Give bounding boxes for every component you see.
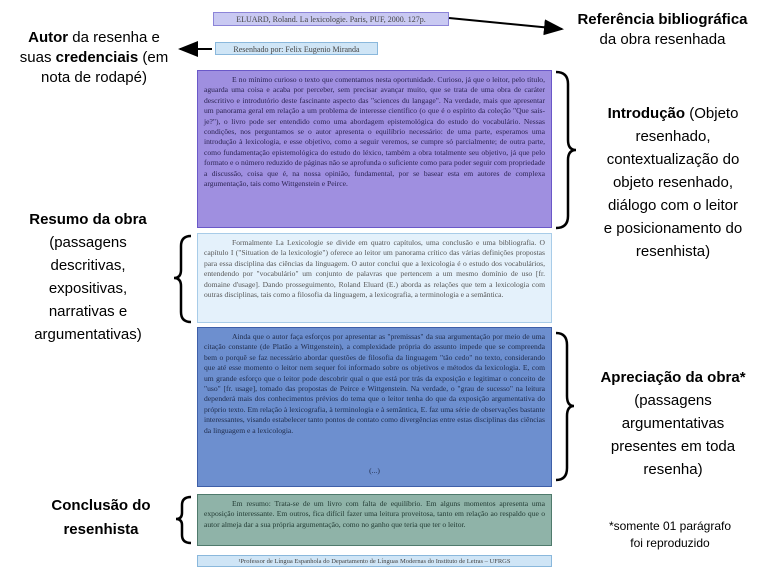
introduction-bracket	[556, 72, 576, 228]
conclusion-label-bold2: resenhista	[63, 521, 139, 538]
reference-arrow	[449, 18, 562, 29]
appreciation-label-line4: presentes em toda	[610, 438, 736, 455]
reference-label-bold: Referência bibliográfica	[577, 11, 748, 28]
summary-box: Formalmente La Lexicologie se divide em quatro capítulos, uma conclusão e uma bibliografia. O capítulo I ("Situation de la lexicologie") oferece ao leitor um panorama crítico das várias definições propostas para essa disciplina das ciências da linguagem. O autor conclui que a lexicologia é o estudo dos vocabulários, entendendo por "vocabulário" um conjunto de palavras que pertencem a um mesmo domínio de uso [fr. domaine d'usage]. Dando prosseguimento, Roland Eluard (E.) aborda as relações que tem a lexicologia com outras disciplinas, tais como a filosofia da linguagem, a lexicografia, a terminologia e a semântica.	[197, 233, 552, 323]
intro-label-line4: objeto resenhado,	[612, 174, 734, 191]
appreciation-label-line2: (passagens	[634, 392, 712, 409]
introduction-box: E no mínimo curioso o texto que comentamos nesta oportunidade. Curioso, já que o leitor, pelo título, aguarda uma coisa e acaba por perceber, sem precisar avançar muito, que se trata de uma obra de caráter descritivo e introdutório deste fascinante aspecto das "sciences du langage". Na verdade, mais que apresentar um panorama geral em relação a um problema de interesse científico (o que é o espírito da coleção "Que sais-je?"), o livro pode ser entendido como uma abordagem epistemológica do estudo do vocabulário. Nessas condições, nos perguntamos se o autor apresenta o equilíbrio necessário: de uma parte, esperamos uma introdução à lexicologia, e esse objetivo, como a seguir veremos, se cumpre só parcialmente; de outra parte, como fundamentação epistemológica do estudo do léxico, também a obra totalmente seu objetivo, já que pelo formato e o número reduzido de páginas não se aprofunda o suficiente como para poder seguir com propriedade a discussão, coisa que é, na nossa opinião, fundamental, por se basear esta em autores de complexa argumentação, tais como Wittgenstein e Peirce.	[197, 70, 552, 228]
appreciation-text: Ainda que o autor faça esforços por apresentar as "premissas" da sua argumentação por meio de uma citação constante (de Platão a Wittgenstein), a complexidade própria do assunto impede que se compreenda bem o porquê se faz necessário abordar questões de filosofia da linguagem "tão cedo" no texto, considerando que até esse momento o leitor nem sequer foi informado sobre os objetivos e métodos da lexicologia. E, com um grande esforço que o leitor pode descobrir qual o que está por trás da exposição e legitimar o conceito de "uso" [fr. usage], tomado das propostas de Peirce e Wittgenstein. Na verdade, o "grau de sucesso" na leitura dependerá mais dos conhecimentos prévios do tema que o leitor tenha do que da exposição argumentativa do próprio texto. Em relação à lexicografia, à terminologia e à semântica, E. faz uma série de observações bastante interessantes, visando estabelecer tanto pontos de contato como divergências entre estas disciplinas das ciências da linguagem e a lexicologia.	[204, 332, 545, 435]
appreciation-label-line5: resenha)	[643, 461, 703, 478]
author-label-pre2: suas	[19, 49, 56, 66]
summary-label-line2: (passagens	[49, 234, 127, 251]
intro-label-line3: contextualização do	[606, 151, 740, 168]
appreciation-bracket	[556, 333, 574, 480]
author-box: Resenhado por: Felix Eugenio Miranda	[215, 42, 378, 55]
summary-label-line4: expositivas,	[48, 280, 128, 297]
appreciation-label	[580, 366, 766, 481]
note-line1: *somente 01 parágrafo	[608, 519, 732, 533]
appreciation-label-bold: Apreciação da obra*	[600, 369, 746, 386]
reference-label-rest: da obra resenhada	[599, 31, 726, 48]
author-label-rest2: (em	[138, 49, 169, 66]
intro-label-line6: e posicionamento do	[603, 220, 743, 237]
footnote-box: ¹Professor de Língua Espanhola do Departamento de Línguas Modernas do Instituto de Letras – UFRGS	[197, 555, 552, 567]
conclusion-label-bold1: Conclusão do	[51, 497, 151, 514]
intro-label-line2: resenhado,	[635, 128, 711, 145]
reference-box: ELUARD, Roland. La lexicologie. Paris, PUF, 2000. 127p.	[213, 12, 449, 26]
author-label-rest1: da resenha e	[68, 29, 160, 46]
summary-label-bold: Resumo da obra	[29, 211, 147, 228]
appreciation-label-line3: argumentativas	[621, 415, 725, 432]
appreciation-ellipsis: (...)	[369, 466, 380, 475]
conclusion-bracket	[176, 497, 191, 543]
reference-label	[560, 10, 765, 50]
summary-bracket	[174, 236, 191, 322]
intro-label-line7: resenhista)	[635, 243, 711, 260]
author-label-line3: nota de rodapé)	[41, 69, 147, 86]
intro-label-line5: diálogo com o leitor	[607, 197, 739, 214]
summary-label-line3: descritivas,	[50, 257, 126, 274]
intro-label-bold: Introdução	[607, 105, 686, 122]
author-label	[5, 28, 183, 88]
conclusion-label	[28, 494, 174, 542]
summary-label-line6: argumentativas)	[34, 326, 142, 343]
footnote-asterisk-note	[585, 518, 755, 552]
author-label-bold: Autor	[28, 29, 69, 46]
intro-label-rest1: (Objeto	[685, 105, 739, 122]
conclusion-box: Em resumo: Trata-se de um livro com falta de equilíbrio. Em alguns momentos apresenta uma exposição interessante. Em outros, fica difícil fazer uma leitura proveitosa, tanto em relação ao respaldo que o autor almeja dar a sua própria argumentação, como no ganho que teria que ter o leitor.	[197, 494, 552, 546]
summary-label	[2, 208, 174, 346]
note-line2: foi reproduzido	[630, 536, 710, 550]
summary-label-line5: narrativas e	[48, 303, 128, 320]
author-label-bold2: credenciais	[55, 49, 139, 66]
introduction-label	[580, 102, 766, 263]
